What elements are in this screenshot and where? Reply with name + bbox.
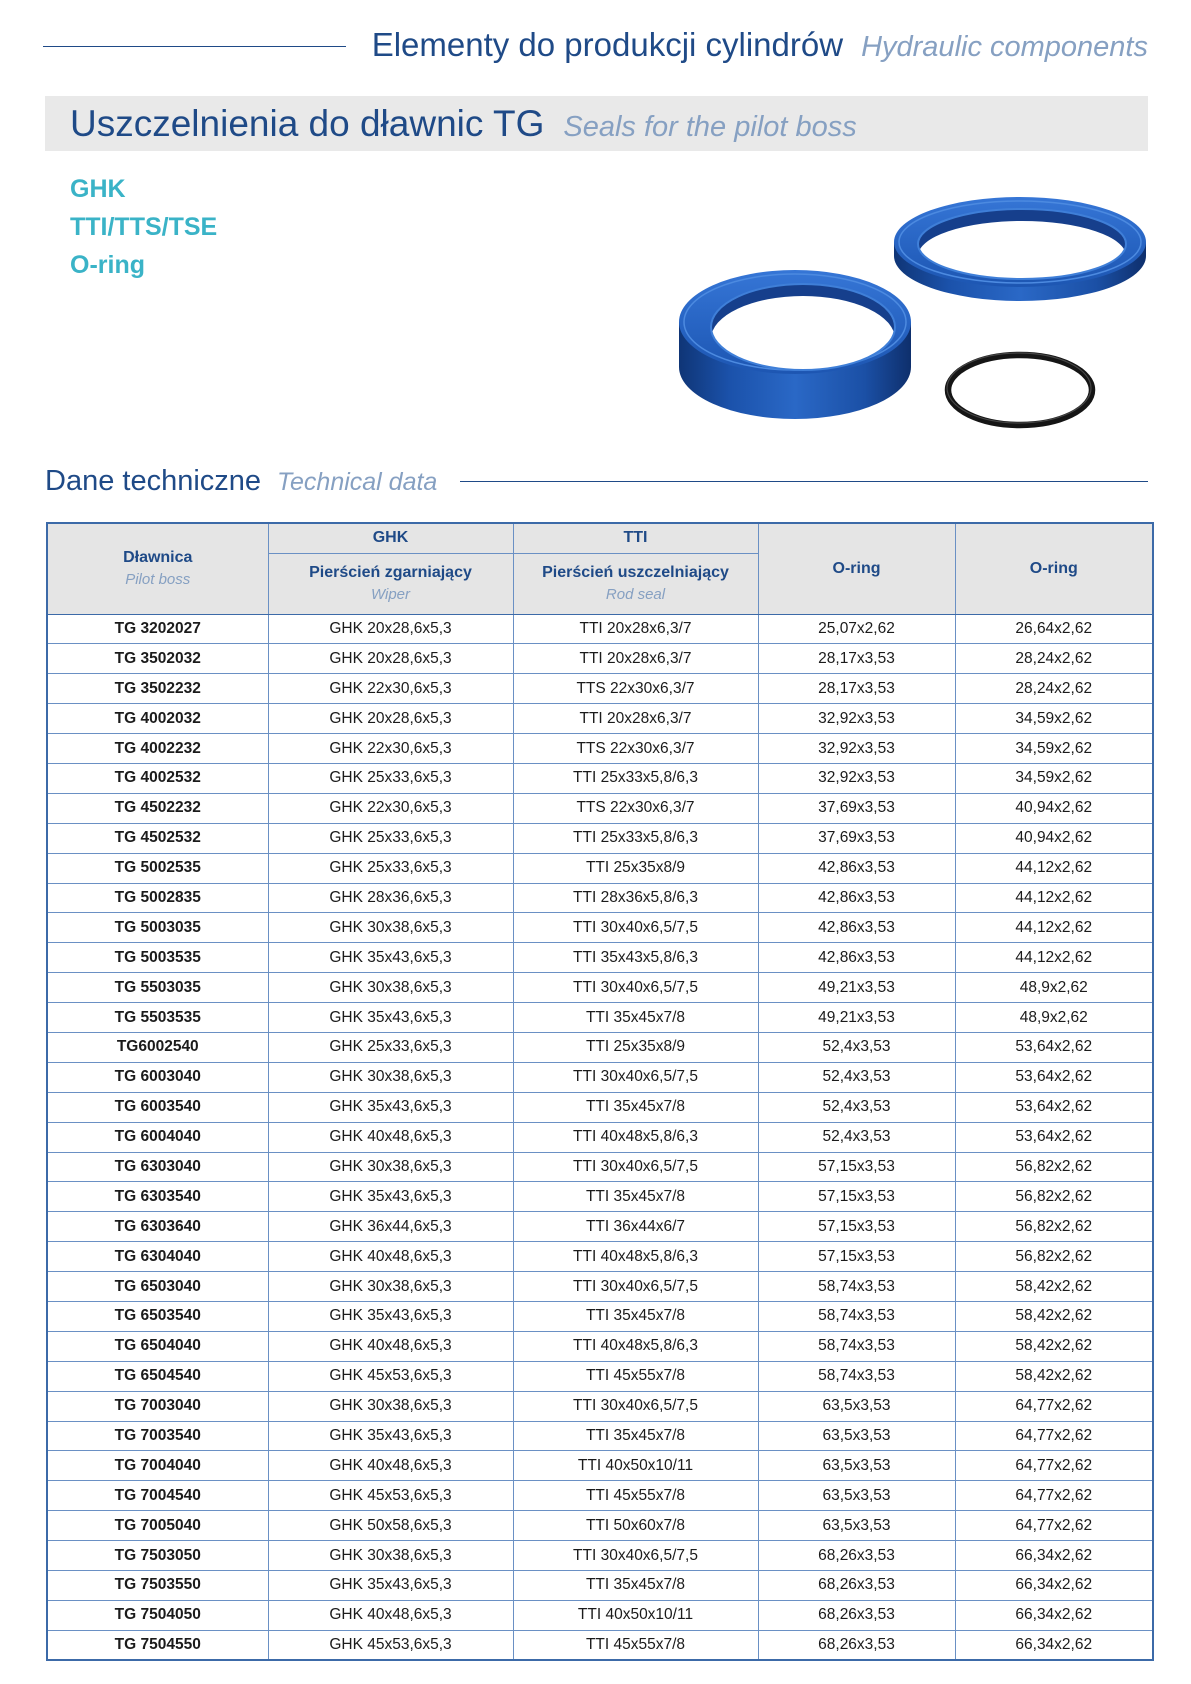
cell-ghk: GHK 40x48,6x5,3 [268,1331,513,1361]
table-row [47,1571,1153,1601]
cell-oring-1: 42,86x3,53 [758,913,955,943]
cell-ghk: GHK 22x30,6x5,3 [268,793,513,823]
cell-ghk: GHK 28x36,6x5,3 [268,883,513,913]
cell-oring-1: 68,26x3,53 [758,1541,955,1571]
header-tti-label: Pierścień uszczelniający [542,564,729,581]
tti-rod-seal-ring [679,270,911,419]
cell-dlawnica: TG 5503535 [47,1003,268,1033]
cell-oring-1: 28,17x3,53 [758,674,955,704]
table-row [47,1272,1153,1302]
product-type-oring: O-ring [70,251,145,279]
cell-oring-1: 37,69x3,53 [758,823,955,853]
cell-oring-1: 42,86x3,53 [758,883,955,913]
cell-oring-1: 68,26x3,53 [758,1571,955,1601]
table-row [47,644,1153,674]
banner-title-en: Seals for the pilot boss [563,111,857,143]
cell-oring-1: 58,74x3,53 [758,1331,955,1361]
cell-oring-2: 53,64x2,62 [955,1062,1153,1092]
cell-oring-2: 64,77x2,62 [955,1481,1153,1511]
cell-dlawnica: TG 6004040 [47,1122,268,1152]
cell-oring-1: 58,74x3,53 [758,1301,955,1331]
cell-dlawnica: TG 6003540 [47,1092,268,1122]
cell-tti: TTI 30x40x6,5/7,5 [513,1541,758,1571]
cell-tti: TTS 22x30x6,3/7 [513,793,758,823]
cell-oring-2: 44,12x2,62 [955,853,1153,883]
cell-dlawnica: TG 5003035 [47,913,268,943]
cell-dlawnica: TG 7003040 [47,1391,268,1421]
table-row [47,614,1153,644]
header-oring-2: O-ring [955,523,1153,614]
table-row [47,1092,1153,1122]
table-row [47,1421,1153,1451]
cell-oring-2: 64,77x2,62 [955,1421,1153,1451]
cell-dlawnica: TG 6303640 [47,1212,268,1242]
cell-dlawnica: TG 5003535 [47,943,268,973]
cell-oring-2: 53,64x2,62 [955,1032,1153,1062]
cell-oring-1: 32,92x3,53 [758,734,955,764]
cell-oring-1: 57,15x3,53 [758,1242,955,1272]
table-row [47,1152,1153,1182]
cell-oring-2: 53,64x2,62 [955,1122,1153,1152]
cell-oring-2: 34,59x2,62 [955,704,1153,734]
cell-tti: TTI 30x40x6,5/7,5 [513,913,758,943]
cell-oring-2: 58,42x2,62 [955,1272,1153,1302]
ghk-wiper-ring [894,197,1146,301]
table-row [47,853,1153,883]
cell-oring-1: 52,4x3,53 [758,1032,955,1062]
cell-tti: TTI 45x55x7/8 [513,1630,758,1660]
cell-oring-2: 64,77x2,62 [955,1511,1153,1541]
cell-oring-1: 63,5x3,53 [758,1421,955,1451]
cell-oring-2: 56,82x2,62 [955,1182,1153,1212]
cell-oring-2: 56,82x2,62 [955,1212,1153,1242]
cell-tti: TTI 30x40x6,5/7,5 [513,1152,758,1182]
header-ghk-label-en: Wiper [370,586,411,603]
cell-ghk: GHK 20x28,6x5,3 [268,644,513,674]
cell-tti: TTI 28x36x5,8/6,3 [513,883,758,913]
table-row [47,763,1153,793]
cell-oring-2: 58,42x2,62 [955,1361,1153,1391]
cell-oring-2: 48,9x2,62 [955,1003,1153,1033]
table-row [47,943,1153,973]
cell-ghk: GHK 22x30,6x5,3 [268,734,513,764]
cell-ghk: GHK 20x28,6x5,3 [268,704,513,734]
cell-oring-2: 44,12x2,62 [955,913,1153,943]
table-row [47,1481,1153,1511]
cell-ghk: GHK 35x43,6x5,3 [268,1092,513,1122]
cell-ghk: GHK 30x38,6x5,3 [268,1391,513,1421]
header-oring-1: O-ring [758,523,955,614]
cell-tti: TTI 20x28x6,3/7 [513,644,758,674]
header-tti-group: TTI [513,523,758,553]
technical-data-title-en: Technical data [277,468,438,496]
cell-ghk: GHK 30x38,6x5,3 [268,1062,513,1092]
cell-tti: TTI 50x60x7/8 [513,1511,758,1541]
cell-dlawnica: TG 4002032 [47,704,268,734]
cell-tti: TTI 35x45x7/8 [513,1301,758,1331]
table-row [47,1511,1153,1541]
section-banner [45,96,1148,151]
cell-oring-1: 63,5x3,53 [758,1391,955,1421]
cell-dlawnica: TG 6504040 [47,1331,268,1361]
cell-ghk: GHK 35x43,6x5,3 [268,1301,513,1331]
o-ring-highlight [947,353,1091,423]
table-row [47,1003,1153,1033]
cell-ghk: GHK 50x58,6x5,3 [268,1511,513,1541]
cell-oring-1: 37,69x3,53 [758,793,955,823]
header-dlawnica-label-en: Pilot boss [125,571,191,589]
cell-oring-2: 53,64x2,62 [955,1092,1153,1122]
cell-ghk: GHK 20x28,6x5,3 [268,614,513,644]
cell-ghk: GHK 30x38,6x5,3 [268,973,513,1003]
cell-ghk: GHK 40x48,6x5,3 [268,1122,513,1152]
cell-oring-2: 66,34x2,62 [955,1630,1153,1660]
cell-oring-2: 48,9x2,62 [955,973,1153,1003]
header-tti-rod-seal [513,553,758,614]
cell-dlawnica: TG 3202027 [47,614,268,644]
cell-oring-1: 49,21x3,53 [758,1003,955,1033]
cell-oring-1: 52,4x3,53 [758,1062,955,1092]
cell-oring-2: 40,94x2,62 [955,793,1153,823]
table-row [47,1242,1153,1272]
table-header [47,523,1153,614]
cell-dlawnica: TG 3502032 [47,644,268,674]
table-row [47,1062,1153,1092]
table-row [47,1032,1153,1062]
table-body [47,614,1153,1660]
header-ghk-group: GHK [268,523,513,553]
cell-oring-1: 63,5x3,53 [758,1481,955,1511]
cell-ghk: GHK 35x43,6x5,3 [268,1182,513,1212]
header-tti-label-en: Rod seal [605,586,666,603]
cell-oring-2: 28,24x2,62 [955,644,1153,674]
table-row [47,1301,1153,1331]
cell-dlawnica: TG 7004540 [47,1481,268,1511]
cell-ghk: GHK 35x43,6x5,3 [268,1421,513,1451]
table-row [47,1391,1153,1421]
cell-oring-1: 52,4x3,53 [758,1122,955,1152]
cell-oring-2: 66,34x2,62 [955,1541,1153,1571]
cell-dlawnica: TG 4502532 [47,823,268,853]
cell-ghk: GHK 25x33,6x5,3 [268,1032,513,1062]
cell-dlawnica: TG 7504550 [47,1630,268,1660]
cell-ghk: GHK 35x43,6x5,3 [268,1571,513,1601]
cell-tti: TTI 25x33x5,8/6,3 [513,763,758,793]
cell-ghk: GHK 45x53,6x5,3 [268,1481,513,1511]
cell-dlawnica: TG 6504540 [47,1361,268,1391]
table-row [47,1331,1153,1361]
cell-dlawnica: TG 4502232 [47,793,268,823]
cell-oring-1: 57,15x3,53 [758,1212,955,1242]
table-row [47,1630,1153,1660]
cell-dlawnica: TG 7005040 [47,1511,268,1541]
table-row [47,913,1153,943]
cell-tti: TTI 40x50x10/11 [513,1451,758,1481]
cell-tti: TTI 45x55x7/8 [513,1361,758,1391]
cell-oring-1: 49,21x3,53 [758,973,955,1003]
cell-dlawnica: TG 7003540 [47,1421,268,1451]
table-header-row [47,523,1153,553]
cell-ghk: GHK 40x48,6x5,3 [268,1242,513,1272]
cell-oring-1: 32,92x3,53 [758,704,955,734]
product-type-ghk: GHK [70,175,126,203]
cell-oring-2: 40,94x2,62 [955,823,1153,853]
table-row [47,823,1153,853]
cell-tti: TTI 30x40x6,5/7,5 [513,1272,758,1302]
o-ring [947,353,1092,425]
cell-tti: TTI 40x50x10/11 [513,1600,758,1630]
cell-ghk: GHK 30x38,6x5,3 [268,1272,513,1302]
cell-tti: TTI 45x55x7/8 [513,1481,758,1511]
technical-data-title: Dane techniczne [45,465,262,497]
section-rule [460,481,1148,482]
cell-oring-1: 63,5x3,53 [758,1451,955,1481]
cell-dlawnica: TG 3502232 [47,674,268,704]
cell-oring-2: 34,59x2,62 [955,763,1153,793]
cell-oring-1: 57,15x3,53 [758,1182,955,1212]
table-row [47,1182,1153,1212]
cell-tti: TTI 40x48x5,8/6,3 [513,1122,758,1152]
cell-oring-1: 52,4x3,53 [758,1092,955,1122]
cell-tti: TTI 30x40x6,5/7,5 [513,1062,758,1092]
cell-dlawnica: TG 7503550 [47,1571,268,1601]
cell-oring-1: 57,15x3,53 [758,1152,955,1182]
cell-ghk: GHK 35x43,6x5,3 [268,943,513,973]
cell-oring-2: 26,64x2,62 [955,614,1153,644]
header-rule [43,46,346,47]
cell-tti: TTI 25x35x8/9 [513,853,758,883]
cell-tti: TTI 25x35x8/9 [513,1032,758,1062]
technical-data-heading [45,462,437,500]
cell-tti: TTI 40x48x5,8/6,3 [513,1242,758,1272]
cell-dlawnica: TG 4002232 [47,734,268,764]
cell-tti: TTI 30x40x6,5/7,5 [513,973,758,1003]
cell-tti: TTI 35x45x7/8 [513,1003,758,1033]
cell-tti: TTS 22x30x6,3/7 [513,674,758,704]
page-title-en: Hydraulic components [861,31,1148,63]
cell-oring-2: 44,12x2,62 [955,943,1153,973]
cell-oring-1: 32,92x3,53 [758,763,955,793]
table-row [47,883,1153,913]
table-row [47,1212,1153,1242]
table-row [47,793,1153,823]
cell-ghk: GHK 40x48,6x5,3 [268,1600,513,1630]
cell-oring-1: 68,26x3,53 [758,1600,955,1630]
header-dlawnica [47,523,268,614]
cell-tti: TTI 35x45x7/8 [513,1182,758,1212]
cell-oring-1: 58,74x3,53 [758,1272,955,1302]
table-row [47,1541,1153,1571]
product-type-list [70,170,217,284]
table-row [47,734,1153,764]
cell-oring-1: 63,5x3,53 [758,1511,955,1541]
header-ghk-wiper [268,553,513,614]
cell-dlawnica: TG 4002532 [47,763,268,793]
cell-ghk: GHK 25x33,6x5,3 [268,853,513,883]
cell-ghk: GHK 36x44,6x5,3 [268,1212,513,1242]
page-header [372,22,1148,68]
cell-oring-2: 64,77x2,62 [955,1451,1153,1481]
cell-oring-2: 66,34x2,62 [955,1571,1153,1601]
cell-ghk: GHK 25x33,6x5,3 [268,823,513,853]
cell-oring-2: 66,34x2,62 [955,1600,1153,1630]
cell-tti: TTI 20x28x6,3/7 [513,704,758,734]
cell-ghk: GHK 45x53,6x5,3 [268,1361,513,1391]
cell-dlawnica: TG 6303540 [47,1182,268,1212]
cell-ghk: GHK 30x38,6x5,3 [268,1152,513,1182]
cell-tti: TTI 20x28x6,3/7 [513,614,758,644]
cell-tti: TTI 30x40x6,5/7,5 [513,1391,758,1421]
cell-oring-2: 64,77x2,62 [955,1391,1153,1421]
cell-oring-2: 58,42x2,62 [955,1301,1153,1331]
cell-oring-2: 56,82x2,62 [955,1242,1153,1272]
cell-oring-2: 44,12x2,62 [955,883,1153,913]
cell-ghk: GHK 25x33,6x5,3 [268,763,513,793]
table-row [47,973,1153,1003]
cell-oring-1: 42,86x3,53 [758,943,955,973]
seal-product-photo [670,188,1160,438]
table-row [47,1122,1153,1152]
cell-dlawnica: TG 6503540 [47,1301,268,1331]
cell-tti: TTI 35x45x7/8 [513,1421,758,1451]
cell-tti: TTI 40x48x5,8/6,3 [513,1331,758,1361]
cell-dlawnica: TG 6303040 [47,1152,268,1182]
cell-dlawnica: TG 6304040 [47,1242,268,1272]
cell-tti: TTI 36x44x6/7 [513,1212,758,1242]
cell-oring-2: 34,59x2,62 [955,734,1153,764]
cell-oring-1: 25,07x2,62 [758,614,955,644]
cell-tti: TTI 35x45x7/8 [513,1571,758,1601]
cell-dlawnica: TG6002540 [47,1032,268,1062]
cell-ghk: GHK 30x38,6x5,3 [268,1541,513,1571]
cell-ghk: GHK 40x48,6x5,3 [268,1451,513,1481]
cell-dlawnica: TG 7504050 [47,1600,268,1630]
cell-ghk: GHK 22x30,6x5,3 [268,674,513,704]
cell-tti: TTI 25x33x5,8/6,3 [513,823,758,853]
cell-oring-1: 58,74x3,53 [758,1361,955,1391]
cell-dlawnica: TG 7004040 [47,1451,268,1481]
table-row [47,1600,1153,1630]
cell-dlawnica: TG 5002535 [47,853,268,883]
o-ring-body [948,355,1092,425]
cell-oring-2: 56,82x2,62 [955,1152,1153,1182]
cell-tti: TTI 35x43x5,8/6,3 [513,943,758,973]
cell-oring-1: 68,26x3,53 [758,1630,955,1660]
product-type-tti: TTI/TTS/TSE [70,213,218,241]
cell-ghk: GHK 30x38,6x5,3 [268,913,513,943]
header-dlawnica-label: Dławnica [123,549,193,567]
cell-dlawnica: TG 5503035 [47,973,268,1003]
table-row [47,1451,1153,1481]
cell-oring-2: 28,24x2,62 [955,674,1153,704]
header-ghk-label: Pierścień zgarniający [309,564,472,581]
table-row [47,704,1153,734]
cell-oring-1: 42,86x3,53 [758,853,955,883]
cell-tti: TTS 22x30x6,3/7 [513,734,758,764]
table-row [47,1361,1153,1391]
technical-data-table [46,522,1154,1661]
page-title: Elementy do produkcji cylindrów [371,26,844,63]
banner-title: Uszczelnienia do dławnic TG [70,103,545,144]
cell-dlawnica: TG 7503050 [47,1541,268,1571]
cell-oring-1: 28,17x3,53 [758,644,955,674]
cell-tti: TTI 35x45x7/8 [513,1092,758,1122]
cell-ghk: GHK 45x53,6x5,3 [268,1630,513,1660]
cell-dlawnica: TG 6003040 [47,1062,268,1092]
table-row [47,674,1153,704]
cell-oring-2: 58,42x2,62 [955,1331,1153,1361]
cell-dlawnica: TG 6503040 [47,1272,268,1302]
cell-dlawnica: TG 5002835 [47,883,268,913]
cell-ghk: GHK 35x43,6x5,3 [268,1003,513,1033]
